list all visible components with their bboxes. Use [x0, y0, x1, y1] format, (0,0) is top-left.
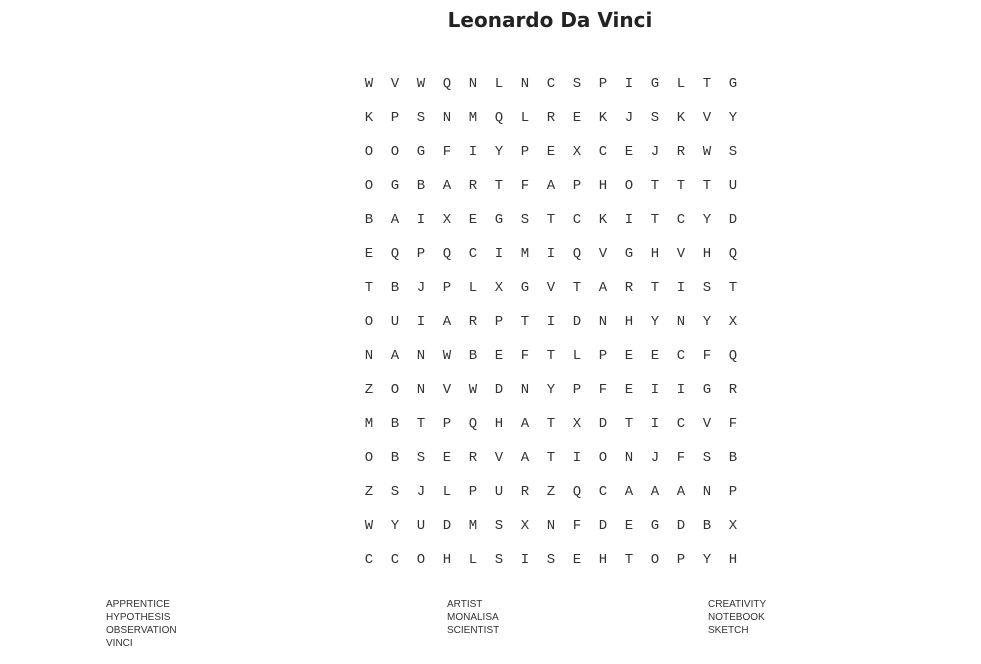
grid-cell: C	[598, 144, 608, 160]
grid-cell: B	[364, 212, 374, 228]
grid-cell: C	[676, 212, 686, 228]
grid-cell: E	[624, 144, 634, 160]
grid-row	[356, 339, 746, 373]
grid-cell: T	[728, 280, 738, 296]
grid-cell: P	[572, 178, 582, 194]
grid-cell: I	[572, 450, 582, 466]
grid-cell: W	[442, 348, 452, 364]
grid-row	[356, 509, 746, 543]
grid-cell: V	[598, 246, 608, 262]
grid-cell: P	[494, 314, 504, 330]
grid-cell: N	[520, 382, 530, 398]
grid-cell: C	[390, 552, 400, 568]
word-list-column-2	[447, 598, 499, 637]
grid-cell: S	[416, 110, 426, 126]
grid-cell: H	[598, 552, 608, 568]
grid-cell: I	[416, 212, 426, 228]
grid-cell: I	[546, 246, 556, 262]
grid-cell: N	[702, 484, 712, 500]
grid-cell: P	[468, 484, 478, 500]
grid-cell: Q	[390, 246, 400, 262]
grid-cell: T	[702, 178, 712, 194]
grid-cell: E	[364, 246, 374, 262]
grid-cell: Y	[728, 110, 738, 126]
grid-cell: Z	[364, 484, 374, 500]
word-list-item: VINCI	[106, 638, 133, 649]
grid-cell: B	[468, 348, 478, 364]
grid-cell: O	[390, 382, 400, 398]
grid-cell: S	[728, 144, 738, 160]
grid-cell: O	[650, 552, 660, 568]
grid-cell: A	[650, 484, 660, 500]
grid-cell: E	[624, 382, 634, 398]
grid-cell: D	[494, 382, 504, 398]
grid-cell: Y	[702, 212, 712, 228]
grid-cell: K	[598, 110, 608, 126]
grid-cell: C	[572, 212, 582, 228]
grid-cell: S	[494, 552, 504, 568]
word-search-grid	[356, 67, 746, 577]
grid-cell: Y	[546, 382, 556, 398]
grid-cell: C	[468, 246, 478, 262]
grid-cell: U	[494, 484, 504, 500]
grid-cell: T	[572, 280, 582, 296]
grid-cell: Q	[728, 246, 738, 262]
grid-cell: A	[520, 416, 530, 432]
grid-cell: L	[468, 280, 478, 296]
grid-cell: R	[468, 450, 478, 466]
grid-cell: C	[676, 348, 686, 364]
grid-cell: X	[728, 518, 738, 534]
grid-cell: T	[624, 416, 634, 432]
grid-cell: V	[442, 382, 452, 398]
grid-cell: C	[598, 484, 608, 500]
grid-cell: S	[702, 450, 712, 466]
grid-cell: Y	[702, 314, 712, 330]
grid-cell: I	[546, 314, 556, 330]
grid-cell: J	[624, 110, 634, 126]
grid-cell: T	[494, 178, 504, 194]
grid-cell: V	[494, 450, 504, 466]
grid-cell: Y	[702, 552, 712, 568]
word-list-item: SCIENTIST	[447, 625, 500, 636]
word-list-item: MONALISA	[447, 612, 499, 623]
grid-cell: V	[546, 280, 556, 296]
grid-cell: D	[598, 518, 608, 534]
grid-cell: A	[390, 348, 400, 364]
grid-cell: L	[676, 76, 686, 92]
grid-cell: Y	[650, 314, 660, 330]
grid-cell: O	[624, 178, 634, 194]
grid-cell: H	[494, 416, 504, 432]
grid-cell: G	[390, 178, 400, 194]
grid-cell: U	[390, 314, 400, 330]
grid-row	[356, 373, 746, 407]
grid-cell: A	[442, 314, 452, 330]
grid-cell: I	[650, 382, 660, 398]
grid-cell: R	[676, 144, 686, 160]
grid-cell: G	[520, 280, 530, 296]
grid-cell: P	[572, 382, 582, 398]
grid-cell: B	[702, 518, 712, 534]
grid-cell: T	[676, 178, 686, 194]
grid-cell: R	[468, 178, 478, 194]
grid-cell: P	[728, 484, 738, 500]
grid-cell: P	[442, 280, 452, 296]
grid-cell: T	[702, 76, 712, 92]
grid-cell: H	[624, 314, 634, 330]
grid-cell: F	[572, 518, 582, 534]
grid-cell: S	[702, 280, 712, 296]
grid-cell: T	[546, 348, 556, 364]
grid-cell: H	[728, 552, 738, 568]
grid-cell: I	[520, 552, 530, 568]
grid-cell: Q	[728, 348, 738, 364]
grid-cell: E	[442, 450, 452, 466]
grid-row	[356, 101, 746, 135]
grid-cell: N	[416, 382, 426, 398]
grid-cell: R	[468, 314, 478, 330]
grid-cell: N	[364, 348, 374, 364]
grid-cell: Q	[494, 110, 504, 126]
grid-row	[356, 305, 746, 339]
grid-cell: E	[546, 144, 556, 160]
grid-cell: L	[572, 348, 582, 364]
grid-cell: N	[624, 450, 634, 466]
grid-cell: J	[650, 144, 660, 160]
grid-cell: T	[650, 178, 660, 194]
grid-cell: K	[364, 110, 374, 126]
grid-cell: E	[624, 348, 634, 364]
grid-cell: E	[572, 110, 582, 126]
grid-cell: L	[442, 484, 452, 500]
grid-cell: S	[572, 76, 582, 92]
grid-cell: B	[390, 416, 400, 432]
grid-cell: G	[702, 382, 712, 398]
grid-cell: D	[728, 212, 738, 228]
grid-cell: N	[598, 314, 608, 330]
grid-cell: C	[364, 552, 374, 568]
grid-cell: X	[572, 144, 582, 160]
grid-cell: G	[416, 144, 426, 160]
grid-cell: V	[390, 76, 400, 92]
grid-cell: H	[702, 246, 712, 262]
grid-cell: O	[364, 144, 374, 160]
grid-cell: P	[390, 110, 400, 126]
grid-cell: R	[624, 280, 634, 296]
grid-cell: L	[520, 110, 530, 126]
grid-cell: N	[520, 76, 530, 92]
grid-cell: I	[624, 76, 634, 92]
grid-cell: G	[728, 76, 738, 92]
grid-cell: F	[728, 416, 738, 432]
grid-cell: T	[546, 212, 556, 228]
grid-cell: O	[598, 450, 608, 466]
grid-row	[356, 135, 746, 169]
grid-cell: V	[702, 110, 712, 126]
grid-cell: T	[650, 212, 660, 228]
grid-cell: E	[650, 348, 660, 364]
grid-cell: A	[390, 212, 400, 228]
grid-cell: X	[728, 314, 738, 330]
grid-cell: L	[468, 552, 478, 568]
grid-cell: E	[624, 518, 634, 534]
grid-cell: A	[624, 484, 634, 500]
grid-cell: I	[676, 280, 686, 296]
grid-cell: P	[676, 552, 686, 568]
grid-cell: M	[364, 416, 374, 432]
word-list-item: OBSERVATION	[106, 625, 177, 636]
grid-cell: F	[676, 450, 686, 466]
grid-cell: W	[364, 518, 374, 534]
grid-cell: T	[520, 314, 530, 330]
grid-cell: Y	[494, 144, 504, 160]
grid-cell: X	[494, 280, 504, 296]
grid-cell: S	[390, 484, 400, 500]
grid-cell: S	[546, 552, 556, 568]
word-list-column-1	[106, 598, 177, 650]
grid-cell: O	[364, 314, 374, 330]
grid-cell: Q	[442, 76, 452, 92]
grid-cell: A	[598, 280, 608, 296]
grid-cell: H	[442, 552, 452, 568]
grid-cell: A	[546, 178, 556, 194]
grid-cell: R	[546, 110, 556, 126]
grid-cell: C	[676, 416, 686, 432]
grid-cell: M	[468, 110, 478, 126]
grid-cell: E	[572, 552, 582, 568]
word-list-item: SKETCH	[708, 625, 749, 636]
grid-row	[356, 237, 746, 271]
grid-cell: T	[650, 280, 660, 296]
grid-cell: B	[728, 450, 738, 466]
grid-cell: R	[728, 382, 738, 398]
grid-cell: D	[442, 518, 452, 534]
grid-cell: G	[650, 76, 660, 92]
grid-cell: S	[494, 518, 504, 534]
grid-cell: J	[416, 280, 426, 296]
grid-cell: I	[650, 416, 660, 432]
grid-row	[356, 203, 746, 237]
grid-row	[356, 67, 746, 101]
grid-cell: R	[520, 484, 530, 500]
grid-cell: Q	[572, 246, 582, 262]
grid-cell: S	[416, 450, 426, 466]
grid-cell: B	[390, 280, 400, 296]
page-title: Leonardo Da Vinci	[447, 8, 653, 32]
grid-cell: U	[416, 518, 426, 534]
grid-cell: Q	[442, 246, 452, 262]
grid-cell: B	[390, 450, 400, 466]
grid-cell: P	[520, 144, 530, 160]
grid-cell: I	[676, 382, 686, 398]
grid-cell: V	[676, 246, 686, 262]
grid-cell: C	[546, 76, 556, 92]
grid-cell: I	[624, 212, 634, 228]
grid-cell: F	[520, 178, 530, 194]
grid-cell: T	[546, 450, 556, 466]
grid-cell: Q	[468, 416, 478, 432]
grid-row	[356, 475, 746, 509]
grid-cell: T	[364, 280, 374, 296]
grid-cell: A	[520, 450, 530, 466]
grid-cell: Z	[364, 382, 374, 398]
grid-cell: I	[494, 246, 504, 262]
grid-cell: G	[494, 212, 504, 228]
grid-cell: I	[468, 144, 478, 160]
grid-cell: G	[650, 518, 660, 534]
grid-cell: D	[572, 314, 582, 330]
grid-row	[356, 271, 746, 305]
grid-cell: A	[676, 484, 686, 500]
grid-cell: X	[572, 416, 582, 432]
word-list-item: HYPOTHESIS	[106, 612, 171, 623]
grid-cell: P	[416, 246, 426, 262]
grid-cell: O	[364, 450, 374, 466]
grid-cell: W	[702, 144, 712, 160]
grid-cell: K	[676, 110, 686, 126]
grid-cell: U	[728, 178, 738, 194]
grid-cell: Z	[546, 484, 556, 500]
grid-cell: T	[624, 552, 634, 568]
grid-cell: F	[520, 348, 530, 364]
grid-cell: D	[676, 518, 686, 534]
grid-cell: N	[416, 348, 426, 364]
grid-cell: F	[598, 382, 608, 398]
grid-cell: F	[442, 144, 452, 160]
grid-cell: N	[546, 518, 556, 534]
word-list-item: APPRENTICE	[106, 599, 170, 610]
grid-cell: A	[442, 178, 452, 194]
grid-cell: P	[598, 348, 608, 364]
grid-cell: W	[416, 76, 426, 92]
grid-cell: H	[650, 246, 660, 262]
grid-cell: G	[624, 246, 634, 262]
grid-cell: T	[416, 416, 426, 432]
grid-cell: S	[650, 110, 660, 126]
grid-cell: D	[598, 416, 608, 432]
grid-cell: O	[390, 144, 400, 160]
grid-cell: B	[416, 178, 426, 194]
word-list-item: NOTEBOOK	[708, 612, 765, 623]
grid-cell: F	[702, 348, 712, 364]
grid-cell: E	[494, 348, 504, 364]
word-list-item: CREATIVITY	[708, 599, 767, 610]
grid-cell: S	[520, 212, 530, 228]
word-list-column-3	[708, 598, 766, 637]
grid-cell: W	[364, 76, 374, 92]
grid-row	[356, 543, 746, 577]
grid-cell: W	[468, 382, 478, 398]
grid-cell: E	[468, 212, 478, 228]
grid-row	[356, 407, 746, 441]
grid-cell: X	[520, 518, 530, 534]
grid-cell: H	[598, 178, 608, 194]
grid-cell: J	[416, 484, 426, 500]
grid-cell: N	[468, 76, 478, 92]
grid-cell: V	[702, 416, 712, 432]
grid-cell: J	[650, 450, 660, 466]
grid-cell: P	[598, 76, 608, 92]
grid-cell: M	[468, 518, 478, 534]
grid-row	[356, 169, 746, 203]
grid-cell: T	[546, 416, 556, 432]
grid-cell: N	[676, 314, 686, 330]
grid-cell: Q	[572, 484, 582, 500]
grid-cell: X	[442, 212, 452, 228]
grid-cell: M	[520, 246, 530, 262]
grid-cell: I	[416, 314, 426, 330]
grid-cell: N	[442, 110, 452, 126]
grid-cell: Y	[390, 518, 400, 534]
grid-row	[356, 441, 746, 475]
grid-cell: P	[442, 416, 452, 432]
grid-cell: O	[364, 178, 374, 194]
grid-cell: O	[416, 552, 426, 568]
grid-cell: K	[598, 212, 608, 228]
grid-cell: L	[494, 76, 504, 92]
word-list-item: ARTIST	[447, 599, 483, 610]
